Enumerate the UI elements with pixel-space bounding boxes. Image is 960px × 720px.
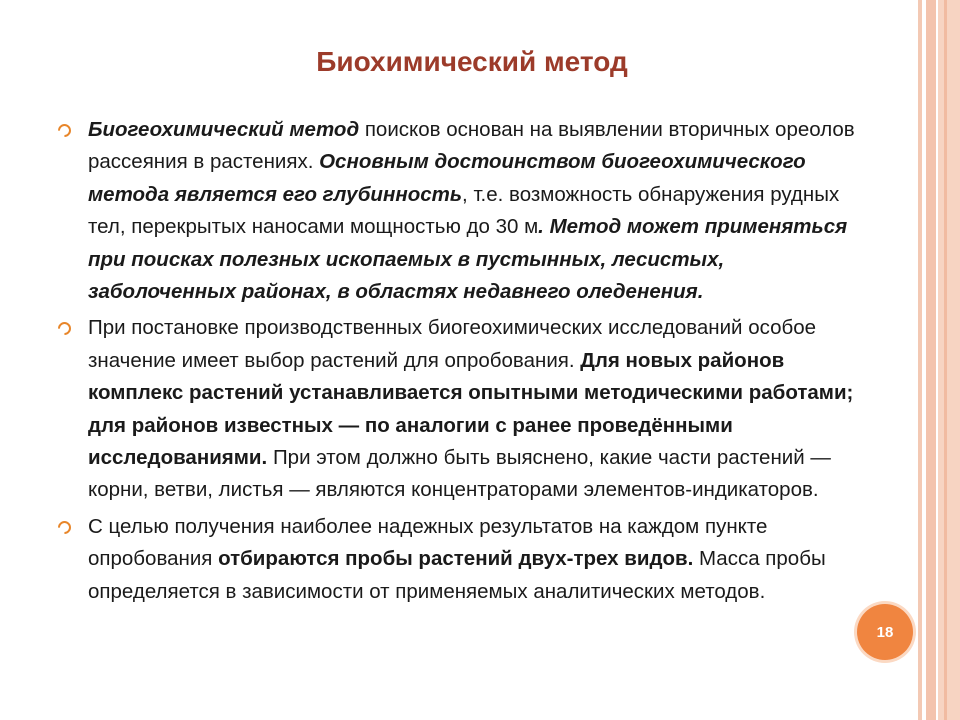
bullet-icon: [55, 518, 73, 536]
bullet-text-segment: Биогеохимический метод: [88, 118, 360, 141]
bullet-text-segment: , т.е. возможность обнаружения рудных тел, перекрытых наносами мощностью до 30 м: [88, 182, 840, 239]
bullet-item: [56, 312, 856, 506]
bullet-text-segment: При постановке производственных биогеохимических исследований особое значение имеет выбор растений для опробования.: [88, 316, 817, 372]
bullet-text-segment: Основным достоинством биогеохимического метода является его глубинность: [88, 150, 806, 206]
bullet-text-segment: С целью получения наиболее надежных результатов на каждом пункте опробования: [88, 514, 768, 571]
bullet-text-segment: Масса пробы определяется в зависимости от применяемых аналитических методов.: [88, 547, 826, 603]
bullet-text-segment: При этом должно быть выяснено, какие части растений — корни, ветви, листья — являются концентраторами элементов-индикаторов.: [88, 446, 831, 502]
decorative-stripe: [918, 0, 922, 720]
slide-title: Биохимический метод: [316, 46, 628, 77]
bullet-text-segment: . Метод может применяться при поисках полезных ископаемых в пустынных, лесистых, заболоченных районах, в областях недавнего оледенения.: [88, 215, 848, 304]
bullet-text-segment: поисков основан на выявлении вторичных ореолов рассеяния в растениях.: [88, 118, 855, 174]
bullet-item: [56, 511, 856, 608]
bullet-text-segment: отбираются пробы растений двух-трех видов.: [218, 547, 694, 571]
bullet-icon: [55, 121, 73, 139]
page-number-badge: 18: [857, 604, 913, 660]
bullet-text-segment: Для новых районов комплекс растений устанавливается опытными методическими работами; для районов известных — по аналогии с ранее проведёнными исследованиями.: [88, 348, 854, 470]
bullet-item: [56, 114, 856, 308]
decorative-stripe: [944, 0, 947, 720]
bullet-icon: [55, 320, 73, 338]
decorative-stripe: [926, 0, 936, 720]
decorative-stripe: [938, 0, 960, 720]
bullet-list: [56, 114, 856, 612]
